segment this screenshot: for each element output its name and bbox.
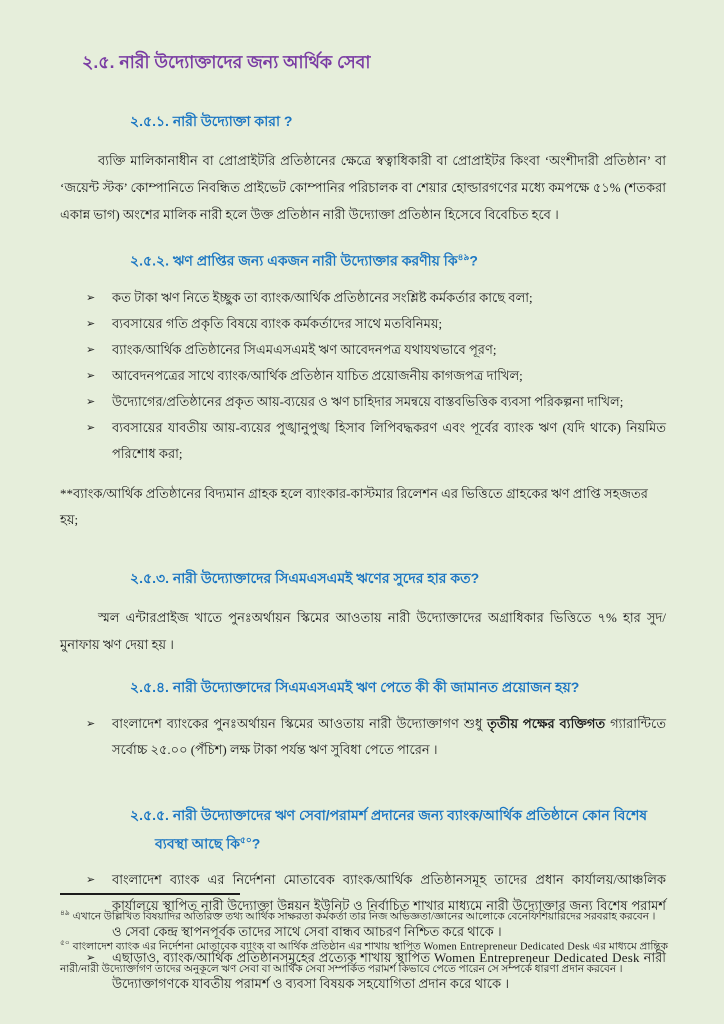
checklist-2-5-4 xyxy=(60,711,666,763)
subsection-heading-2-5-4: ২.৫.৪. নারী উদ্যোক্তাদের সিএমএসএমই ঋণ পেতে কী কী জামানত প্রয়োজন হয়? xyxy=(130,678,580,695)
heading-text: ২.৫.৫. নারী উদ্যোক্তাদের ঋণ সেবা/পরামর্শ প্রদানের জন্য ব্যাংক/আর্থিক প্রতিষ্ঠানে কোন বিশেষ ব্যবস্থা আছে কি xyxy=(130,806,648,852)
english-term: Women Entrepreneur Dedicated Desk xyxy=(423,941,590,952)
arrow-bullet-icon: ➢ xyxy=(86,420,96,434)
list-item-text: ব্যবসায়ের গতি প্রকৃতি বিষয়ে ব্যাংক কর্মকর্তাদের সাথে মতবিনিময়; xyxy=(112,315,443,331)
list-item-text: ব্যাংক/আর্থিক প্রতিষ্ঠানের সিএমএসএমই ঋণ আবেদনপত্র যথাযথভাবে পূরণ; xyxy=(112,341,497,357)
footnote-50 xyxy=(60,931,668,982)
footnote-ref-50: ৫০ xyxy=(240,834,252,845)
list-item-text: উদ্যোগের/প্রতিষ্ঠানের প্রকৃত আয়-ব্যয়ের ও ঋণ চাহিদার সমন্বয়ে বাস্তবভিত্তিক ব্যবসা পরিকল্পনা দাখিল; xyxy=(112,393,624,409)
list-item-text: নারী উদ্যোক্তাগণকে যাবতীয় পরামর্শ ও ব্যবসা বিষয়ক সহযোগিতা প্রদান করে থাকে । xyxy=(112,950,666,992)
list-item xyxy=(60,337,666,363)
heading-question-mark: ? xyxy=(469,252,478,269)
arrow-bullet-icon: ➢ xyxy=(86,951,96,965)
list-item-text: এছাড়াও, ব্যাংক/আর্থিক প্রতিষ্ঠানসমূহের প্রত্যেক শাখায় স্থাপিত xyxy=(112,950,435,966)
list-item xyxy=(60,311,666,337)
arrow-bullet-icon: ➢ xyxy=(86,716,96,730)
arrow-bullet-icon: ➢ xyxy=(86,873,96,887)
footnote-text: বাংলাদেশ ব্যাংক এর নির্দেশনা মোতাবেক ব্যাংক বা আর্থিক প্রতিষ্ঠান এর শাখায় স্থাপিত xyxy=(72,941,424,952)
checklist-2-5-2 xyxy=(60,285,666,467)
list-item-text: গ্যারান্টিতে সর্বোচ্চ ২৫.০০ (পঁচিশ) লক্ষ টাকা পর্যন্ত ঋণ সুবিধা পেতে পারেন । xyxy=(112,715,667,757)
footnote-marker-49: ৪৯ xyxy=(60,908,70,917)
footnote-area xyxy=(60,893,668,983)
footnote-marker-50: ৫০ xyxy=(60,937,70,947)
paragraph-2-5-1: ব্যক্তি মালিকানাধীন বা প্রোপ্রাইটরি প্রতিষ্ঠানের ক্ষেত্রে স্বত্বাধিকারী বা প্রোপ্রাইটর কিংবা ‘অংশীদারী প্রতিষ্ঠান’ বা ‘জয়েন্ট স্টক’ কোম্পানিতে নিবন্ধিত প্রাইভেট কোম্পানির পরিচালক বা শেয়ার হোল্ডারগণের মধ্যে কমপক্ষে ৫১% (শতকরা একান্ন ভাগ) অংশের মালিক নারী হলে উক্ত প্রতিষ্ঠান নারী উদ্যোক্তা প্রতিষ্ঠান হিসেবে বিবেচিত হবে । xyxy=(60,153,666,222)
arrow-bullet-icon: ➢ xyxy=(86,316,96,330)
subsection-heading-2-5-3: ২.৫.৩. নারী উদ্যোক্তাদের সিএমএসএমই ঋণের সুদের হার কত? xyxy=(130,569,480,586)
list-item xyxy=(60,711,666,763)
paragraph-2-5-3: স্মল এন্টারপ্রাইজ খাতে পুনঃঅর্থায়ন স্কিমের আওতায় নারী উদ্যোক্তাদের অগ্রাধিকার ভিত্তিতে ৭% হার সুদ/মুনাফায় ঋণ দেয়া হয় । xyxy=(60,609,666,652)
english-term: Women Entrepreneur Dedicated Desk xyxy=(434,950,640,966)
footnote-divider xyxy=(60,893,240,895)
footnote-49 xyxy=(60,901,668,929)
list-item xyxy=(60,285,666,311)
list-item-text: আবেদনপত্রের সাথে ব্যাংক/আর্থিক প্রতিষ্ঠান যাচিত প্রয়োজনীয় কাগজপত্র দাখিল; xyxy=(112,367,523,383)
arrow-bullet-icon: ➢ xyxy=(86,290,96,304)
section-heading-2-5: ২.৫. নারী উদ্যোক্তাদের জন্য আর্থিক সেবা xyxy=(82,52,371,72)
list-item-text: ব্যবসায়ের যাবতীয় আয়-ব্যয়ের পুঙ্খানুপুঙ্খ হিসাব লিপিবদ্ধকরণ এবং পূর্বের ব্যাংক ঋণ (যদি থাকে) নিয়মিত পরিশোধ করা; xyxy=(112,419,666,461)
footnote-text: এখানে উল্লিখিত বিষয়াদির অতিরিক্ত তথ্য আর্থিক সাক্ষরতা কর্মকর্তা তার নিজ অভিজ্ঞতা/জ্ঞানের আলোকে বেনেফিশিয়ারিদের সরবরাহ করবেন । xyxy=(72,911,656,923)
list-item xyxy=(60,389,666,415)
note-existing-customer: **ব্যাংক/আর্থিক প্রতিষ্ঠানের বিদ্যমান গ্রাহক হলে ব্যাংকার-কাস্টমার রিলেশন এর ভিত্তিতে গ্রাহকের ঋণ প্রাপ্তি সহজতর হয়; xyxy=(60,485,648,527)
subsection-heading-2-5-2 xyxy=(130,245,666,274)
arrow-bullet-icon: ➢ xyxy=(86,394,96,408)
arrow-bullet-icon: ➢ xyxy=(86,342,96,356)
footnote-text: এর মাধ্যমে প্রান্তিক নারী/নারী উদ্যোক্তাগণ তাদের অনুকূলে ঋণ সেবা বা আর্থিক সেবা সম্পর্কিত পরামর্শ কিভাবে পেতে পারেন সে সম্পর্কে ধারণা প্রদান করবেন । xyxy=(60,941,668,975)
list-item-text: বাংলাদেশ ব্যাংক এর নির্দেশনা মোতাবেক ব্যাংক/আর্থিক প্রতিষ্ঠানসমূহ তাদের প্রধান কার্যালয়/আঞ্চলিক কার্যালয়ে স্থাপিত নারী উদ্যোক্তা উন্নয়ন ইউনিট ও নির্বাচিত শাখার মাধ্যমে নারী উদ্যোক্তার জন্য বিশেষ পরামর্শ ও সেবা কেন্দ্র স্থাপনপূর্বক তাদের সাথে সেবা বান্ধব আচরণ নিশ্চিত করে থাকে । xyxy=(112,872,666,940)
list-item xyxy=(60,415,666,467)
list-item xyxy=(60,363,666,389)
emphasized-text: তৃতীয় পক্ষের ব্যক্তিগত xyxy=(487,715,606,731)
subsection-heading-2-5-5 xyxy=(130,803,666,857)
heading-question-mark: ? xyxy=(251,835,261,852)
arrow-bullet-icon: ➢ xyxy=(86,368,96,382)
subsection-heading-2-5-1: ২.৫.১. নারী উদ্যোক্তা কারা ? xyxy=(130,113,293,129)
list-item-text: কত টাকা ঋণ নিতে ইচ্ছুক তা ব্যাংক/আর্থিক প্রতিষ্ঠানের সংশ্লিষ্ট কর্মকর্তার কাছে বলা; xyxy=(112,289,533,305)
footnote-ref-49: ৪৯ xyxy=(457,252,470,262)
list-item-text: বাংলাদেশ ব্যাংকের পুনঃঅর্থায়ন স্কিমের আওতায় নারী উদ্যোক্তাগণ শুধু xyxy=(112,715,488,731)
heading-text: ২.৫.২. ঋণ প্রাপ্তির জন্য একজন নারী উদ্যোক্তার করণীয় কি xyxy=(130,252,458,269)
